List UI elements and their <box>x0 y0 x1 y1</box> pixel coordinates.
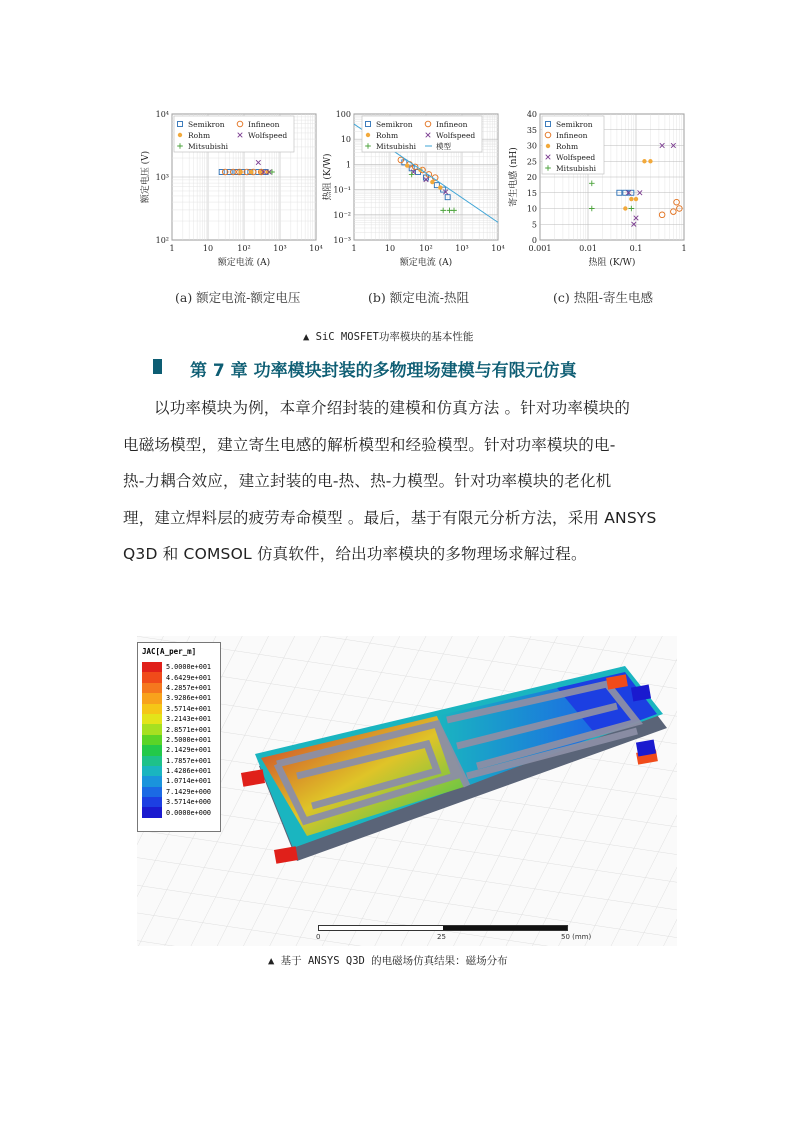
legend-value: 2.8571e+001 <box>166 725 212 734</box>
legend-value: 2.1429e+001 <box>166 746 212 755</box>
legend-row <box>142 797 220 807</box>
y-tick-label: 100 <box>335 110 351 119</box>
data-point <box>634 197 638 201</box>
figure2-caption: ▲ 基于 ANSYS Q3D 的电磁场仿真结果：磁场分布 <box>268 955 508 967</box>
legend-label: Infineon <box>436 120 468 129</box>
paragraph-line: 理，建立焊料层的疲劳寿命模型 。最后，基于有限元分析方法，采用 ANSYS <box>123 508 657 527</box>
y-tick-label: 10⁴ <box>155 110 169 119</box>
legend-marker <box>178 133 182 137</box>
legend-label: Semikron <box>556 120 593 129</box>
x-tick-label: 10² <box>237 244 251 253</box>
body-paragraph <box>123 390 688 573</box>
legend-row <box>142 776 220 786</box>
legend-value: 1.7857e+001 <box>166 756 212 765</box>
data-point <box>438 185 442 189</box>
legend-swatch <box>142 807 162 817</box>
legend-title: JAC[A_per_m] <box>142 647 197 656</box>
x-tick-label: 0.001 <box>528 244 552 253</box>
data-point <box>623 206 627 210</box>
scale-label-25: 25 <box>437 933 446 941</box>
legend-value: 4.2857e+001 <box>166 683 212 692</box>
data-point <box>648 159 652 163</box>
data-point <box>430 180 434 184</box>
legend-row <box>142 672 220 682</box>
legend-row <box>142 714 220 724</box>
legend-label: Wolfspeed <box>436 131 476 140</box>
legend-label: 模型 <box>436 142 451 151</box>
x-axis-label: 额定电流 (A) <box>399 258 453 268</box>
chart-b <box>312 100 512 275</box>
y-tick-label: 10² <box>155 236 169 245</box>
paragraph-line: 热-力耦合效应，建立封装的电-热、热-力模型。针对功率模块的老化机 <box>123 472 612 490</box>
paragraph-line: Q3D 和 COMSOL 仿真软件，给出功率模块的多物理场求解过程。 <box>123 545 587 563</box>
legend-label: Rohm <box>188 131 211 140</box>
legend-row <box>142 807 220 817</box>
paragraph-line: 以功率模块为例，本章介绍封装的建模和仿真方法 。针对功率模块的 <box>154 399 631 417</box>
y-tick-label: 35 <box>526 125 537 135</box>
legend-swatch <box>142 662 162 672</box>
legend-swatch <box>142 724 162 734</box>
chart-a <box>130 100 330 275</box>
y-tick-label: 10⁻³ <box>333 236 351 245</box>
legend-label: Mitsubishi <box>376 142 417 151</box>
subcaption-a: (a) 额定电流-额定电压 <box>175 290 301 305</box>
y-tick-label: 5 <box>531 220 537 230</box>
x-tick-label: 1 <box>169 244 175 253</box>
subcaption-c: (c) 热阻-寄生电感 <box>553 290 653 305</box>
subcaption-b: (b) 额定电流-热阻 <box>368 290 469 305</box>
legend-swatch <box>142 735 162 745</box>
legend-value: 1.4286e+001 <box>166 767 212 776</box>
legend-value: 2.5000e+001 <box>166 735 212 744</box>
legend-swatch <box>142 797 162 807</box>
legend-label: Rohm <box>556 142 579 151</box>
y-axis-label: 寄生电感 (nH) <box>509 147 519 207</box>
legend-row <box>142 766 220 776</box>
legend-row <box>142 787 220 797</box>
legend-swatch <box>142 693 162 703</box>
figure1-caption: ▲ SiC MOSFET功率模块的基本性能 <box>303 331 474 343</box>
y-tick-label: 10 <box>526 204 537 214</box>
y-axis-label: 热阻 (K/W) <box>323 153 333 201</box>
legend-swatch <box>142 683 162 693</box>
legend-swatch <box>142 745 162 755</box>
legend-row <box>142 745 220 755</box>
chapter-title: 第 7 章 功率模块封装的多物理场建模与有限元仿真 <box>190 361 577 381</box>
x-tick-label: 10³ <box>455 244 469 253</box>
legend-value: 3.2143e+001 <box>166 715 212 724</box>
x-tick-label: 10⁴ <box>309 244 323 253</box>
scale-bar <box>318 925 568 931</box>
x-tick-label: 10 <box>202 244 214 253</box>
y-tick-label: 10 <box>340 135 351 145</box>
legend-value: 1.0714e+001 <box>166 777 212 786</box>
chapter-marker-icon <box>153 359 162 374</box>
y-tick-label: 0 <box>531 236 537 245</box>
legend-value: 5.0000e+001 <box>166 663 212 672</box>
scale-label-0: 0 <box>316 933 321 941</box>
data-point <box>642 159 646 163</box>
legend-value: 3.5714e+000 <box>166 798 212 807</box>
legend-label: Wolfspeed <box>556 153 596 162</box>
legend-value: 4.6429e+001 <box>166 673 212 682</box>
legend-swatch <box>142 766 162 776</box>
data-point <box>259 170 263 174</box>
legend-marker <box>546 144 550 148</box>
legend-swatch <box>142 672 162 682</box>
y-tick-label: 10⁻² <box>333 210 351 220</box>
legend-swatch <box>142 776 162 786</box>
chart-c <box>498 100 698 275</box>
legend-label: Rohm <box>376 131 399 140</box>
legend-row <box>142 735 220 745</box>
data-point <box>238 170 242 174</box>
scale-bar-white <box>319 926 443 930</box>
y-tick-label: 40 <box>526 110 537 119</box>
scale-bar-black <box>443 926 567 930</box>
legend-swatch <box>142 787 162 797</box>
legend-value: 0.0000e+000 <box>166 808 212 817</box>
data-point <box>249 170 253 174</box>
legend-swatch <box>142 714 162 724</box>
legend-label: Wolfspeed <box>248 131 288 140</box>
y-tick-label: 1 <box>345 160 351 170</box>
x-tick-label: 1 <box>681 244 687 253</box>
legend-swatch <box>142 704 162 714</box>
y-tick-label: 10³ <box>155 173 169 182</box>
y-axis-label: 额定电压 (V) <box>141 150 151 204</box>
legend-label: Infineon <box>556 131 588 140</box>
legend-label: Semikron <box>376 120 413 129</box>
y-tick-label: 15 <box>526 188 537 198</box>
legend-row <box>142 704 220 714</box>
data-point <box>405 163 409 167</box>
y-tick-label: 10⁻¹ <box>333 185 351 195</box>
color-legend <box>137 642 221 832</box>
legend-swatch <box>142 756 162 766</box>
x-tick-label: 10 <box>384 244 396 253</box>
data-point <box>629 197 633 201</box>
paragraph-line: 电磁场模型，建立寄生电感的解析模型和经验模型。针对功率模块的电- <box>123 435 616 454</box>
y-tick-label: 20 <box>526 173 537 182</box>
legend-label: Infineon <box>248 120 280 129</box>
y-tick-label: 30 <box>526 141 537 151</box>
x-tick-label: 10² <box>419 244 433 253</box>
legend-label: Semikron <box>188 120 225 129</box>
legend-row <box>142 662 220 672</box>
legend-row <box>142 724 220 734</box>
legend-row <box>142 693 220 703</box>
x-tick-label: 1 <box>351 244 357 253</box>
x-axis-label: 热阻 (K/W) <box>588 258 636 268</box>
x-tick-label: 10⁴ <box>491 244 505 253</box>
y-tick-label: 25 <box>526 157 537 167</box>
scale-label-50: 50 (mm) <box>561 933 592 941</box>
legend-row <box>142 756 220 766</box>
legend-label: Mitsubishi <box>556 164 597 173</box>
x-tick-label: 0.1 <box>629 244 643 253</box>
simulation-image <box>137 636 677 946</box>
x-tick-label: 10³ <box>273 244 287 253</box>
x-axis-label: 额定电流 (A) <box>217 258 271 268</box>
legend-row <box>142 683 220 693</box>
legend-value: 3.5714e+001 <box>166 704 212 713</box>
legend-label: Mitsubishi <box>188 142 229 151</box>
legend-value: 7.1429e+000 <box>166 787 212 796</box>
legend-value: 3.9286e+001 <box>166 694 212 703</box>
legend-marker <box>366 133 370 137</box>
x-tick-label: 0.01 <box>579 244 597 253</box>
